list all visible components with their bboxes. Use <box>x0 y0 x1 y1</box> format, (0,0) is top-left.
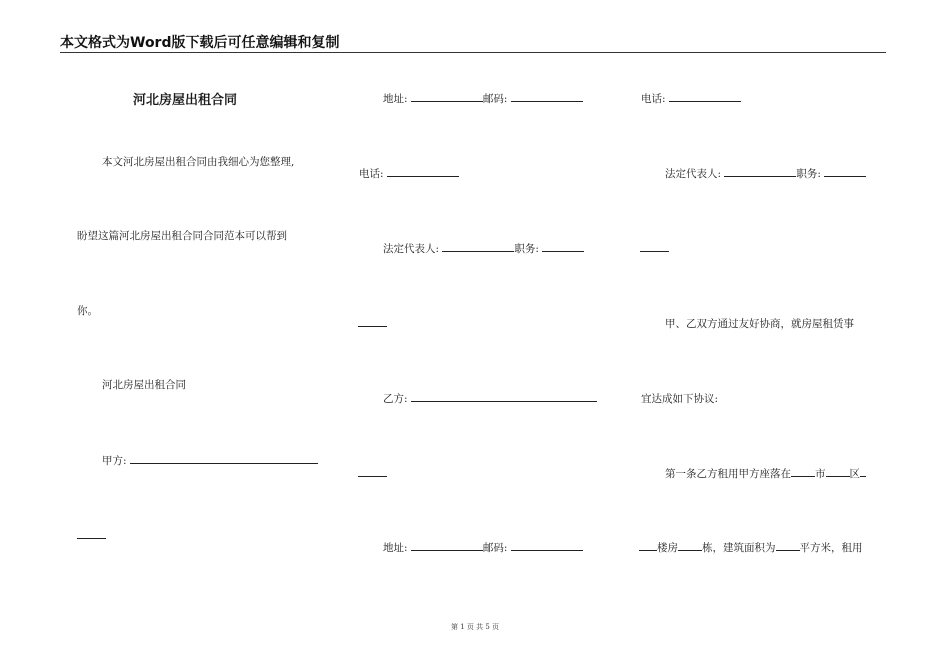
postcode-label-2: 邮码: <box>482 542 508 554</box>
document-header-title: 本文格式为Word版下载后可任意编辑和复制 <box>60 35 340 51</box>
postcode-blank-2 <box>511 541 583 551</box>
article-1-text-d: 楼房 <box>657 542 678 554</box>
legal-rep-line-1 <box>383 242 584 256</box>
article-1-line-1 <box>665 467 866 481</box>
header-divider <box>60 52 886 53</box>
agreement-line-1: 甲、乙双方通过友好协商，就房屋租赁事 <box>665 318 854 330</box>
legal-rep-label: 法定代表人: <box>383 243 440 255</box>
address-label: 地址: <box>383 93 408 105</box>
article-1-text-e: 栋，建筑面积为 <box>702 542 776 554</box>
blank-line <box>358 317 387 327</box>
area-blank <box>776 541 800 551</box>
legal-rep-blank <box>442 242 514 252</box>
phone-label-2: 电话: <box>641 93 666 105</box>
district-blank <box>826 467 850 477</box>
blank-line <box>358 467 387 477</box>
position-blank-2 <box>824 167 866 177</box>
article-1-text-a: 第一条乙方租用甲方座落在 <box>665 468 791 480</box>
building-blank <box>639 541 657 551</box>
unit-blank <box>678 541 702 551</box>
phone-blank <box>387 167 459 177</box>
intro-line-1: 本文河北房屋出租合同由我细心为您整理, <box>102 156 295 168</box>
contract-title: 河北房屋出租合同 <box>133 93 238 108</box>
party-a-line <box>102 454 318 468</box>
position-blank <box>542 242 584 252</box>
blank-line <box>640 242 669 252</box>
article-1-text-f: 平方米，租用 <box>799 542 863 554</box>
blank-line <box>77 529 106 539</box>
blank-continued-3 <box>640 242 669 256</box>
legal-rep-line-2 <box>665 167 866 181</box>
address-label-2: 地址: <box>383 542 408 554</box>
blank-continued-1 <box>358 317 387 331</box>
address-blank <box>411 92 483 102</box>
legal-rep-label-2: 法定代表人: <box>665 168 722 180</box>
party-a-blank-continued <box>77 529 106 543</box>
party-b-blank <box>411 392 597 402</box>
address-line-2 <box>383 541 583 555</box>
position-label: 职务: <box>514 243 539 255</box>
postcode-label: 邮码: <box>482 93 508 105</box>
article-1-text-c: 区 <box>849 468 860 480</box>
article-1-text-b: 市 <box>815 468 826 480</box>
intro-line-3: 你。 <box>77 305 98 317</box>
party-a-label: 甲方: <box>102 455 127 467</box>
party-b-label: 乙方: <box>383 393 408 405</box>
trailing-blank <box>860 467 866 477</box>
party-a-blank <box>130 454 318 464</box>
phone-line-2 <box>641 92 741 106</box>
postcode-blank <box>511 92 583 102</box>
address-blank-2 <box>411 541 483 551</box>
city-blank <box>791 467 815 477</box>
phone-label: 电话: <box>359 168 384 180</box>
legal-rep-blank-2 <box>724 167 796 177</box>
page-footer: 第 1 页 共 5 页 <box>450 623 500 631</box>
contract-subtitle: 河北房屋出租合同 <box>102 379 186 391</box>
phone-line-1 <box>359 167 459 181</box>
position-label-2: 职务: <box>796 168 821 180</box>
party-b-line <box>383 392 597 406</box>
phone-blank-2 <box>669 92 741 102</box>
agreement-line-2: 宜达成如下协议: <box>641 393 719 405</box>
address-line-1 <box>383 92 583 106</box>
blank-continued-2 <box>358 467 387 481</box>
article-1-line-2 <box>639 541 863 555</box>
intro-line-2: 盼望这篇河北房屋出租合同合同范本可以帮到 <box>77 230 287 242</box>
